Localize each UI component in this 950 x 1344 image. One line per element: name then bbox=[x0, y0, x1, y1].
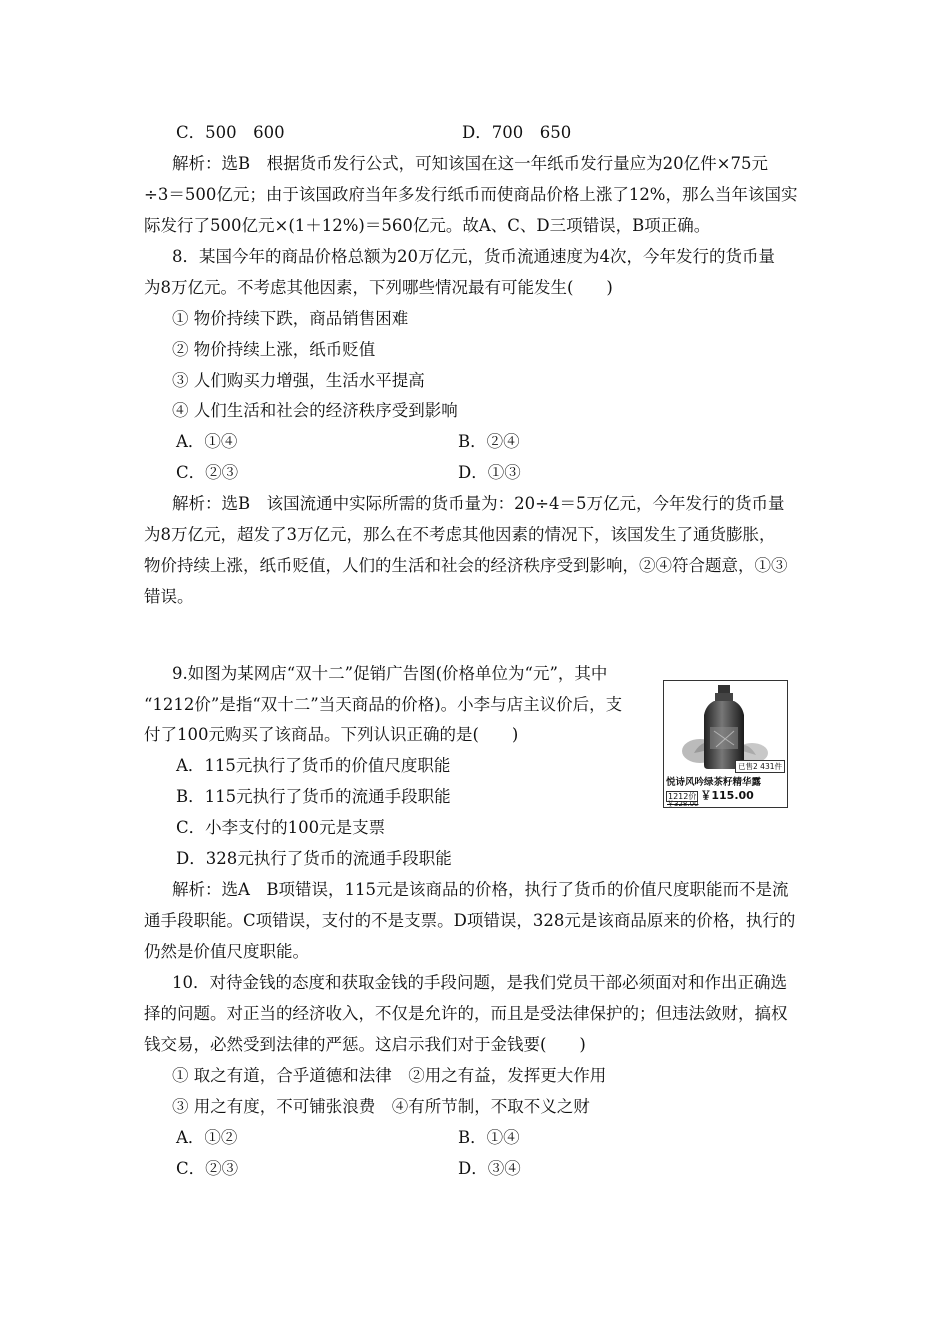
q10-stem-line: 10．对待金钱的态度和获取金钱的手段问题，是我们党员干部必须面对和作出正确选 bbox=[172, 973, 787, 992]
q10-option-b: B．①④ bbox=[458, 1128, 520, 1147]
q8-item: ③ 人们购买力增强，生活水平提高 bbox=[172, 371, 425, 390]
q10-stem-line: 钱交易，必然受到法律的严惩。这启示我们对于金钱要( ) bbox=[144, 1035, 586, 1054]
q10-item: ③ 用之有度，不可铺张浪费 ④有所节制，不取不义之财 bbox=[172, 1097, 590, 1116]
q9-option-c: C．小李支付的100元是支票 bbox=[176, 818, 386, 837]
q10-item: ① 取之有道，合乎道德和法律 ②用之有益，发挥更大作用 bbox=[172, 1066, 607, 1085]
q7-option-row bbox=[176, 123, 572, 143]
q8-option-c: C．②③ bbox=[176, 463, 239, 482]
q7-analysis-line: 解析：选B 根据货币发行公式，可知该国在这一年纸币发行量应为20亿件×75元 bbox=[172, 154, 768, 173]
q7-analysis-line: 际发行了500亿元×(1＋12%)＝560亿元。故A、C、D三项错误，B项正确。 bbox=[144, 216, 711, 235]
q8-analysis-line: 解析：选B 该国流通中实际所需的货币量为：20÷4＝5万亿元，今年发行的货币量 bbox=[172, 494, 785, 513]
q9-analysis-line: 解析：选A B项错误，115元是该商品的价格，执行了货币的价值尺度职能而不是流 bbox=[172, 880, 789, 899]
q7-analysis-line: ÷3＝500亿元；由于该国政府当年多发行纸币而使商品价格上涨了12%，那么当年该国实 bbox=[144, 185, 798, 204]
q8-option-row bbox=[176, 432, 520, 452]
q10-option-row bbox=[176, 1159, 521, 1179]
sold-count-badge: 已售2 431件 bbox=[735, 760, 785, 773]
original-price: ￥328.00 bbox=[667, 800, 699, 808]
q9-option-a: A．115元执行了货币的价值尺度职能 bbox=[176, 756, 451, 775]
product-ad-image bbox=[663, 680, 788, 808]
q8-stem-line: 8．某国今年的商品价格总额为20万亿元，货币流通速度为4次，今年发行的货币量 bbox=[172, 247, 775, 266]
q10-option-row bbox=[176, 1128, 520, 1148]
q8-analysis-line: 错误。 bbox=[144, 587, 194, 606]
price-tag-label: 1212价 bbox=[668, 792, 697, 801]
q9-analysis-line: 通手段职能。C项错误，支付的不是支票。D项错误，328元是该商品原来的价格，执行的 bbox=[144, 911, 796, 930]
q10-option-c: C．②③ bbox=[176, 1159, 239, 1178]
product-title: 悦诗风吟绿茶籽精华露 bbox=[666, 777, 762, 788]
q9-stem-line: “1212价”是指“双十二”当天商品的价格)。小李与店主议价后，支 bbox=[144, 695, 623, 714]
q8-item: ① 物价持续下跌，商品销售困难 bbox=[172, 309, 409, 328]
q10-option-d: D．③④ bbox=[458, 1159, 521, 1178]
q8-option-a: A．①④ bbox=[176, 432, 238, 451]
q8-stem-line: 为8万亿元。不考虑其他因素，下列哪些情况最有可能发生( ) bbox=[144, 278, 613, 297]
q9-option-b: B．115元执行了货币的流通手段职能 bbox=[176, 787, 451, 806]
sale-price: ￥115.00 bbox=[700, 789, 754, 802]
q9-stem-line: 9.如图为某网店“双十二”促销广告图(价格单位为“元”，其中 bbox=[172, 664, 608, 683]
q8-option-row bbox=[176, 463, 521, 483]
q9-stem-line: 付了100元购买了该商品。下列认识正确的是( ) bbox=[144, 725, 519, 744]
q7-option-c: C．500 600 bbox=[176, 123, 285, 142]
q9-analysis-line: 仍然是价值尺度职能。 bbox=[144, 942, 309, 961]
q8-analysis-line: 为8万亿元，超发了3万亿元，那么在不考虑其他因素的情况下，该国发生了通货膨胀， bbox=[144, 525, 776, 544]
q7-option-d: D．700 650 bbox=[462, 123, 572, 142]
q8-analysis-line: 物价持续上涨，纸币贬值，人们的生活和社会的经济秩序受到影响，②④符合题意，①③ bbox=[144, 556, 788, 575]
q10-stem-line: 择的问题。对正当的经济收入，不仅是允许的，而且是受法律保护的；但违法敛财，搞权 bbox=[144, 1004, 788, 1023]
q9-option-d: D．328元执行了货币的流通手段职能 bbox=[176, 849, 452, 868]
q8-option-b: B．②④ bbox=[458, 432, 520, 451]
q8-item: ④ 人们生活和社会的经济秩序受到影响 bbox=[172, 401, 458, 420]
q10-option-a: A．①② bbox=[176, 1128, 238, 1147]
q8-item: ② 物价持续上涨，纸币贬值 bbox=[172, 340, 376, 359]
q8-option-d: D．①③ bbox=[458, 463, 521, 482]
